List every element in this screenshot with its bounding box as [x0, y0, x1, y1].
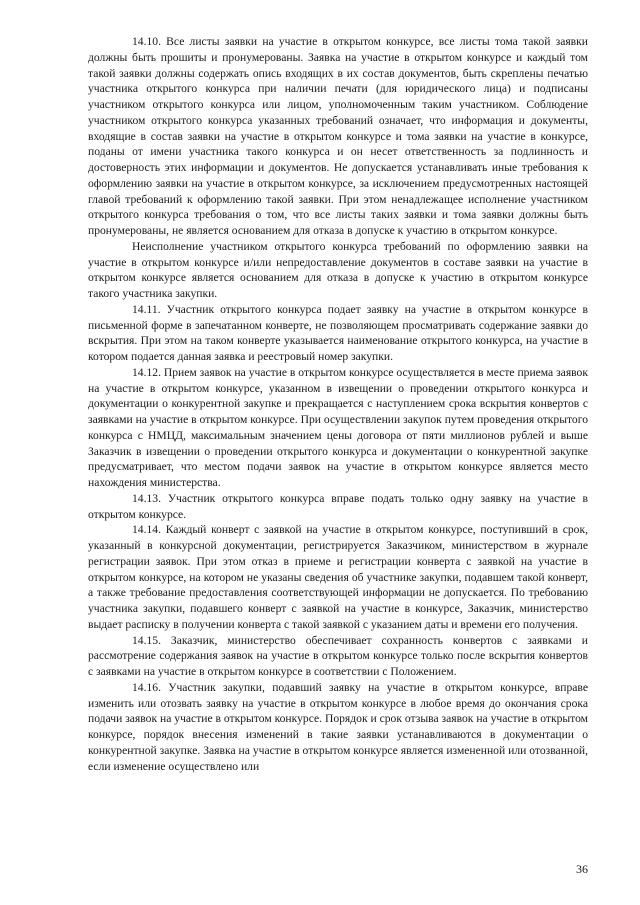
paragraph-14-10-continued: Неисполнение участником открытого конкурса требований по оформлению заявки на участие в открытом конкурсе и/или непредоставление документов в составе заявки на участие в открытом конкурсе является основанием для отказа в допуске к участию в открытом конкурсе такого участника закупки. [88, 239, 588, 300]
document-body [88, 34, 588, 774]
paragraph-14-10: 14.10. Все листы заявки на участие в открытом конкурсе, все листы тома такой заявки должны быть прошиты и пронумерованы. Заявка на участие в открытом конкурсе и каждый том такой заявки должны содержать опись входящих в их состав документов, быть скреплены печатью участника открытого конкурса при наличии печати (для юридического лица) и подписаны участником открытого конкурса или лицом, уполномоченным таким участником. Соблюдение участником открытого конкурса указанных требований означает, что информация и документы, входящие в состав заявки на участие в открытом конкурсе и тома заявки на участие в конкурсе, поданы от имени участника такого конкурса и он несет ответственность за подлинность и достоверность этих информации и документов. Не допускается устанавливать иные требования к оформлению заявки на участие в открытом конкурсе, за исключением предусмотренных настоящей главой требований к оформлению такой заявки. При этом ненадлежащее исполнение участником открытого конкурса требования о том, что все листы таких заявки и тома заявки должны быть пронумерованы, не является основанием для отказа в допуске к участию в открытом конкурсе. [88, 35, 588, 237]
paragraph-14-11: 14.11. Участник открытого конкурса подает заявку на участие в открытом конкурсе в письменной форме в запечатанном конверте, не позволяющем просматривать содержание заявки до вскрытия. При этом на таком конверте указывается наименование открытого конкурса, на участие в котором подается данная заявка и реестровый номер закупки. [88, 302, 588, 363]
paragraph-14-12: 14.12. Прием заявок на участие в открытом конкурсе осуществляется в месте приема заявок на участие в открытом конкурсе, указанном в извещении о проведении открытого конкурса и документации о конкурентной закупке и прекращается с наступлением срока вскрытия конвертов с заявками на участие в открытом конкурсе. При осуществлении закупок путем проведения открытого конкурса с НМЦД, максимальным значением цены договора от пяти миллионов рублей и выше Заказчик в извещении о проведении открытого конкурса и документации о конкурентной закупке предусматривает, что местом подачи заявок на участие в открытом конкурсе является место нахождения министерства. [88, 365, 588, 489]
page-number: 36 [576, 862, 588, 876]
paragraph-14-16: 14.16. Участник закупки, подавший заявку на участие в открытом конкурсе, вправе изменить или отозвать заявку на участие в открытом конкурсе в любое время до окончания срока подачи заявок на участие в открытом конкурсе. Порядок и срок отзыва заявок на участие в открытом конкурсе, порядок внесения изменений в такие заявки устанавливаются в документации о конкурентной закупке. Заявка на участие в открытом конкурсе является измененной или отозванной, если изменение осуществлено или [88, 680, 588, 773]
paragraph-14-14: 14.14. Каждый конверт с заявкой на участие в открытом конкурсе, поступивший в срок, указанный в конкурсной документации, регистрируется Заказчиком, министерством в журнале регистрации заявок. При этом отказ в приеме и регистрации конверта с заявкой на участие в открытом конкурсе, на котором не указаны сведения об участнике закупки, подавшем такой конверт, а также требование предоставления соответствующей информации не допускается. По требованию участника закупки, подавшего конверт с заявкой на участие в конкурсе, Заказчик, министерство выдает расписку в получении конверта с такой заявкой с указанием даты и времени его получения. [88, 523, 588, 631]
paragraph-14-15: 14.15. Заказчик, министерство обеспечивает сохранность конвертов с заявками и рассмотрение содержания заявок на участие в открытом конкурсе только после вскрытия конвертов с заявками на участие в открытом конкурсе в соответствии с Положением. [88, 633, 588, 678]
paragraph-14-13: 14.13. Участник открытого конкурса вправе подать только одну заявку на участие в открытом конкурсе. [88, 491, 588, 521]
